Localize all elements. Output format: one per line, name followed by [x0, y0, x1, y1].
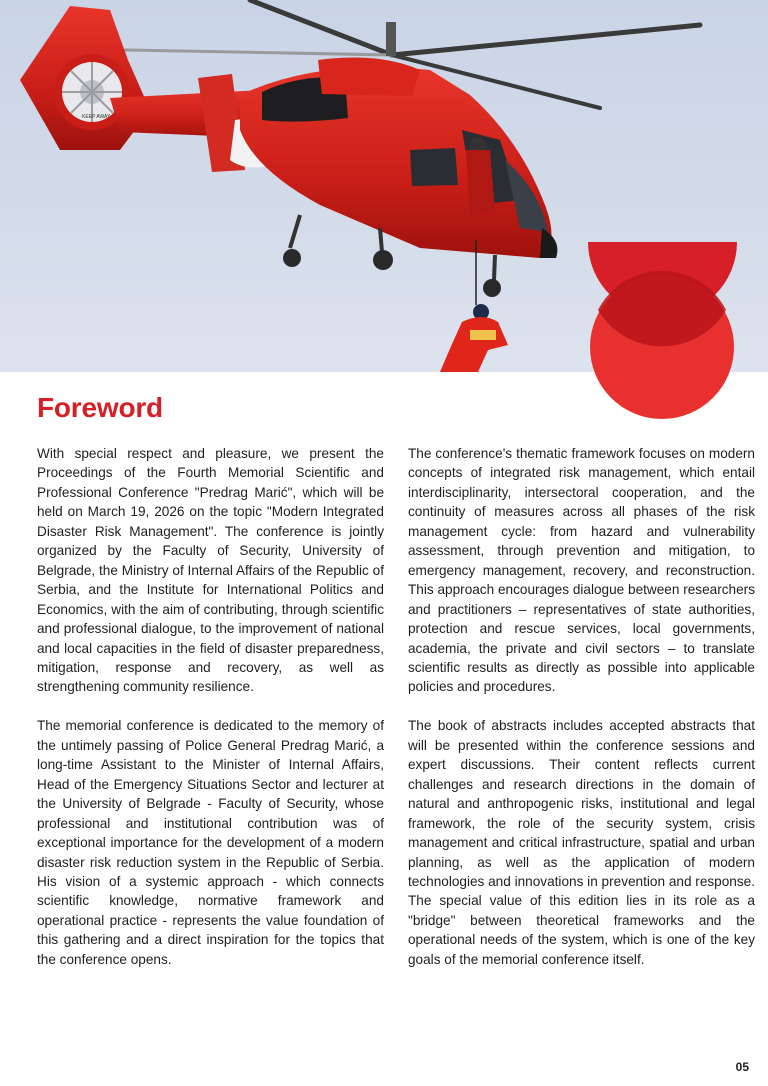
paragraph-left-2: The memorial conference is dedicated to the memory of the untimely passing of Police General Predrag Marić, a long-time Assistant to the Minister of Internal Affairs, Head of the Emergency Situations Sector and lecturer at the University of Belgrade - Faculty of Security, whose professional and institutional contribution was of exceptional importance for the development of a modern disaster risk reduction system in the Republic of Serbia. His vision of a systemic approach - which connects scientific knowledge, normative framework and operational practice - represents the value foundation of this gathering and a direct inspiration for the topics that the conference opens.	[37, 718, 384, 967]
paragraph-left-1: With special respect and pleasure, we present the Proceedings of the Fourth Memorial Scientific and Professional Conference "Predrag Marić", which will be held on March 19, 2026 on the topic "Modern Integrated Disaster Risk Management". The conference is jointly organized by the Faculty of Security, University of Belgrade, the Ministry of Internal Affairs of the Republic of Serbia, and the Institute for International Politics and Economics, with the aim of contributing, through scientific and professional dialogue, to the improvement of national and local capacities in the field of disaster preparedness, mitigation, response and recovery, as well as strengthening community resilience.	[37, 446, 384, 695]
page-title: Foreword	[37, 392, 163, 423]
header-image	[0, 0, 768, 372]
left-column	[37, 444, 384, 989]
page-number: 05	[735, 1060, 749, 1074]
tail-warning-text: KEEP AWAY	[82, 114, 111, 120]
right-column	[408, 444, 755, 989]
paragraph-right-1: The conference's thematic framework focuses on modern concepts of integrated risk management, which entail interdisciplinarity, intersectoral cooperation, and the continuity of measures across all phases of the risk management cycle: from hazard and vulnerability assessment, through prevention and mitigation, to emergency management, recovery, and reconstruction. This approach encourages dialogue between researchers and practitioners – representatives of state authorities, protection and rescue services, local governments, academia, the private and civil sectors – to translate scientific results as directly as possible into applicable policies and procedures.	[408, 446, 755, 695]
helicopter-illustration	[0, 0, 768, 372]
paragraph-right-2: The book of abstracts includes accepted abstracts that will be presented within the conference sessions and expert discussions. Their content reflects current challenges and research directions in the domain of natural and anthropogenic risks, institutional and legal framework, the role of the security system, crisis management and critical infrastructure, spatial and urban planning, as well as the application of modern technologies and innovations in prevention and response. The special value of this edition lies in its role as a "bridge" between theoretical frameworks and the operational needs of the system, which is one of the key goals of the memorial conference itself.	[408, 718, 755, 967]
